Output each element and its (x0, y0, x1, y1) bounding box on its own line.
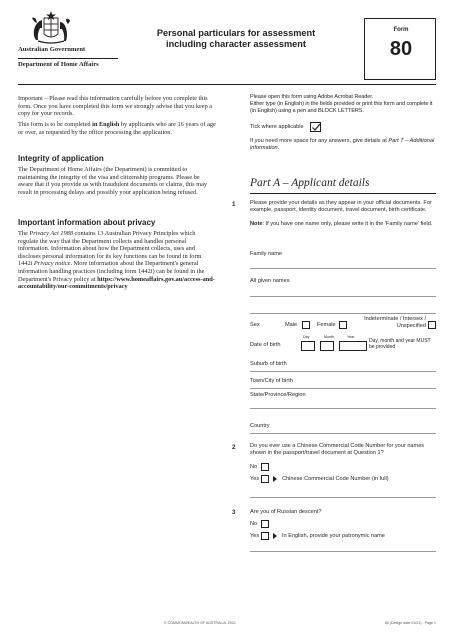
given-names-field[interactable] (250, 296, 436, 297)
form-number-box (364, 18, 436, 80)
arrow-right-icon (273, 476, 277, 482)
form-title-line-2: including character assessment (166, 39, 306, 49)
dob-year-field[interactable] (339, 341, 367, 351)
form-label: Form (393, 27, 409, 33)
town-of-birth-label: Town/City of birth (250, 378, 293, 384)
given-names-field-line-2[interactable] (250, 313, 436, 314)
question-3-no-checkbox[interactable] (261, 520, 269, 528)
tick-sample-box (310, 122, 321, 132)
patronymic-field[interactable] (250, 551, 436, 552)
part-a-title: Part A – Applicant details (250, 177, 370, 189)
chinese-code-field[interactable] (250, 497, 436, 498)
family-name-label: Family name (250, 251, 283, 257)
page-info: 80 (Design date 01/21) - Page 1 (384, 621, 436, 625)
completion-instruction: Either type (in English) in the fields provided or print this form and complete it (in English) using a pen and BLOCK LETTERS. (250, 101, 433, 114)
suburb-of-birth-field[interactable] (250, 371, 436, 372)
more-space-text-a: If you need more space for any answers, give details at (250, 138, 389, 144)
government-crest (28, 10, 74, 46)
department-name: Department of Home Affairs (18, 61, 99, 68)
form-title-line-1: Personal particulars for assessment (156, 28, 316, 38)
question-3-no-label: No (250, 521, 258, 527)
english-requirement-paragraph (18, 121, 216, 136)
question-3-yes-checkbox[interactable] (261, 532, 269, 540)
acrobat-instruction: Please open this form using Adobe Acrobat Reader. (250, 94, 374, 100)
question-2-yes-checkbox[interactable] (261, 475, 269, 483)
part-a-divider (250, 193, 436, 194)
dob-requirement-note: Day, month and year MUST be provided (369, 338, 431, 350)
privacy-text-b: contains 13 Australian Privacy Principles which regulate the way that the Department collects and handles personal information. Information about how the Department collects, uses and discloses personal information for its key functions can be found in form 1442i (18, 230, 202, 268)
indeterminate-label: Indeterminate / Intersex / Unspecified (364, 316, 426, 329)
male-checkbox[interactable] (302, 321, 310, 329)
female-checkbox[interactable] (339, 321, 347, 329)
privacy-text-a: The (18, 230, 30, 237)
question-2-number: 2 (232, 444, 236, 451)
indeterminate-checkbox[interactable] (428, 321, 436, 329)
note-label: Note (250, 221, 263, 227)
year-label: Year (347, 335, 355, 339)
integrity-paragraph: The Department of Home Affairs (the Department) is committed to maintaining the integrity of the visa and citizenship programs. Please be aware that if you provide us with fraudulent documents or claims, this may result in processing delays and possibly your application being refused. (18, 166, 208, 196)
intro-paragraph: Important – Please read this information carefully before you complete this form. Once you have completed this form we strongly advise that you keep a copy for your records. (18, 95, 213, 118)
question-2-no-label: No (250, 464, 258, 470)
family-name-field[interactable] (250, 268, 436, 269)
privacy-act-title: Privacy Act 1988 (29, 230, 73, 237)
question-3-number: 3 (232, 509, 236, 516)
question-2-yes-label: Yes (250, 476, 260, 482)
dob-month-field[interactable] (320, 341, 334, 351)
question-2-text: Do you ever use a Chinese Commercial Code Number for your names shown in the passport/travel document at Question 1? (250, 443, 425, 456)
patronymic-label: In English, provide your patronymic name (282, 533, 385, 539)
checkmark-icon (311, 123, 321, 132)
integrity-heading: Integrity of application (18, 154, 104, 163)
agency-name: Australian Government (18, 46, 86, 53)
more-space-text-c: . (277, 145, 280, 151)
country-of-birth-label: Country (250, 423, 270, 429)
tick-instruction: Tick where applicable (250, 124, 304, 130)
english-requirement-text-b: by applicants who are 16 years of age or over, as requested by the office processing the application. (18, 121, 216, 136)
month-label: Month (324, 335, 334, 339)
country-of-birth-field[interactable] (250, 433, 436, 434)
chinese-code-label: Chinese Commercial Code Number (in full) (282, 476, 389, 482)
question-2-no-checkbox[interactable] (261, 463, 269, 471)
form-number: 80 (389, 38, 413, 60)
state-of-birth-label: State/Province/Region (250, 392, 306, 398)
privacy-policy-link[interactable]: https://www.homeaffairs.gov.au/access-and-accountability/our-commitments/privacy (18, 275, 215, 291)
female-label: Female (317, 322, 336, 328)
date-of-birth-label: Date of birth (250, 342, 281, 348)
copyright-notice: © COMMONWEALTH OF AUSTRALIA, 2021 (164, 621, 236, 625)
state-of-birth-field[interactable] (250, 408, 436, 409)
privacy-text-c: . More information about the Department's general information handling practices (including form 1442i) can be found in the Department's Privacy policy at (18, 260, 205, 283)
header-agency-divider (18, 58, 118, 59)
question-1-number: 1 (232, 201, 236, 208)
question-1-text: Please provide your details as they appear in your official documents. For example, passport, identity document, travel document, birth certificate. (250, 200, 432, 213)
dob-day-field[interactable] (301, 341, 315, 351)
english-requirement-text-a: This form is to be completed (18, 121, 93, 128)
suburb-of-birth-label: Suburb of birth (250, 361, 287, 367)
sex-label: Sex (250, 322, 260, 328)
day-label: Day (303, 335, 310, 339)
town-of-birth-field[interactable] (250, 388, 436, 389)
privacy-notice-title: Privacy notice (33, 260, 71, 268)
arrow-right-icon (273, 533, 277, 539)
privacy-heading: Important information about privacy (18, 218, 156, 227)
question-3-yes-label: Yes (250, 533, 260, 539)
more-space-part-ref: Part T – Additional information (250, 138, 435, 151)
english-requirement-bold: in English (92, 121, 120, 128)
privacy-paragraph (18, 230, 216, 291)
more-space-instruction (250, 138, 436, 152)
question-1-note (250, 221, 436, 228)
form-title (126, 28, 346, 50)
question-3-text: Are you of Russian descent? (250, 509, 322, 515)
given-names-label: All given names (250, 278, 290, 284)
male-label: Male (285, 322, 298, 328)
header-divider (18, 84, 436, 85)
note-text: : If you have one name only, please write it in the 'Family name' field. (262, 221, 433, 227)
